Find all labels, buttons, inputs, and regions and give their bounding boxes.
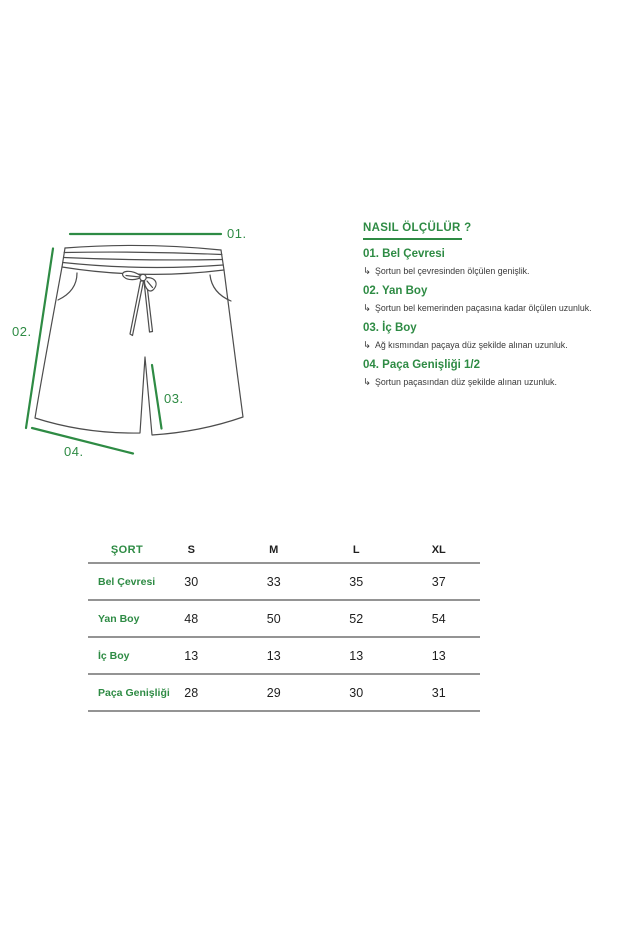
measure-item-description-row — [363, 340, 615, 351]
size-table — [88, 538, 480, 712]
measurement-row-label: Yan Boy — [98, 612, 140, 625]
title-underline — [363, 238, 462, 240]
measure-item-ic-boy — [363, 322, 615, 351]
size-value: 30 — [349, 685, 364, 700]
measurement-label-01: 01. — [227, 226, 247, 241]
measure-item-description-row — [363, 266, 615, 277]
size-table-row-paca-genisligi — [88, 675, 480, 712]
measure-item-description: Şortun bel kemerinden paçasına kadar ölçülen uzunluk. — [374, 303, 592, 313]
how-to-measure-section — [363, 221, 615, 388]
size-column-header-s: S — [187, 544, 195, 556]
drawstring-left-string — [130, 281, 144, 336]
measurement-line-03 — [152, 365, 162, 429]
size-value: 48 — [184, 611, 199, 626]
size-value: 13 — [349, 648, 364, 663]
measurement-label-04: 04. — [64, 444, 84, 459]
size-value: 52 — [349, 611, 364, 626]
drawstring-knot — [140, 274, 146, 280]
size-value: 13 — [431, 648, 446, 663]
size-value: 13 — [266, 648, 281, 663]
measurement-row-label: Bel Çevresi — [98, 575, 156, 588]
size-column-header-m: M — [269, 544, 279, 556]
size-value: 37 — [431, 574, 446, 589]
return-arrow-icon: ↳ — [363, 340, 371, 351]
measure-item-heading: 04. Paça Genişliği 1/2 — [363, 359, 480, 371]
size-table-row-bel-cevresi — [88, 564, 480, 601]
size-value: 29 — [266, 685, 281, 700]
waistband-seam-line — [64, 258, 223, 260]
measurement-row-label: Paça Genişliği — [98, 686, 170, 699]
size-value: 28 — [184, 685, 199, 700]
shorts-line-art — [35, 245, 243, 435]
size-table-header-row — [88, 538, 480, 564]
measure-item-description: Şortun paçasından düz şekilde alınan uzunluk. — [374, 377, 557, 387]
return-arrow-icon: ↳ — [363, 303, 371, 314]
size-value: 31 — [431, 685, 446, 700]
measure-item-heading: 02. Yan Boy — [363, 285, 428, 297]
size-value: 30 — [184, 574, 199, 589]
measure-item-heading: 03. İç Boy — [363, 322, 417, 334]
return-arrow-icon: ↳ — [363, 266, 371, 277]
measure-item-paca-genisligi — [363, 359, 615, 388]
left-pocket-opening — [58, 273, 77, 300]
measurement-label-02: 02. — [12, 324, 32, 339]
waistband-top-edge — [65, 245, 221, 250]
measure-item-heading: 01. Bel Çevresi — [363, 248, 445, 260]
waistband-seam-line — [63, 263, 223, 268]
measure-item-description: Ağ kısmından paçaya düz şekilde alınan uzunluk. — [374, 340, 568, 350]
size-value: 13 — [184, 648, 199, 663]
measure-item-description-row — [363, 377, 615, 388]
size-table-row-yan-boy — [88, 601, 480, 638]
size-value: 33 — [266, 574, 281, 589]
size-column-header-l: L — [352, 544, 360, 556]
return-arrow-icon: ↳ — [363, 377, 371, 388]
product-name-header: ŞORT — [110, 544, 144, 556]
measurement-label-03: 03. — [164, 391, 184, 406]
size-value: 50 — [266, 611, 281, 626]
measure-item-description-row — [363, 303, 615, 314]
waistband-seam-line — [64, 252, 222, 254]
measure-item-bel-cevresi — [363, 248, 615, 277]
measurement-row-label: İç Boy — [98, 649, 130, 662]
size-column-header-xl: XL — [431, 544, 446, 556]
measure-item-description: Şortun bel çevresinden ölçülen genişlik. — [374, 266, 530, 276]
guide-title: NASIL ÖLÇÜLÜR ? — [363, 222, 472, 234]
measure-item-yan-boy — [363, 285, 615, 314]
size-table-row-ic-boy — [88, 638, 480, 675]
waistband-bottom-edge — [62, 267, 224, 274]
size-value: 35 — [349, 574, 364, 589]
size-value: 54 — [431, 611, 446, 626]
shorts-measurement-diagram — [0, 215, 340, 475]
